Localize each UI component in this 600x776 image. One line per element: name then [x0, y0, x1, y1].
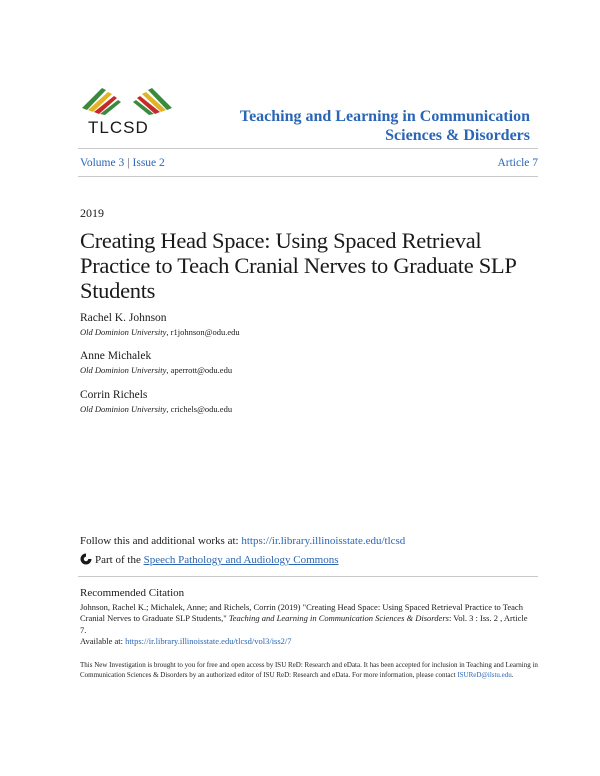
- footer-end: .: [511, 671, 514, 680]
- open-access-icon: [80, 553, 92, 565]
- follow-label: Follow this and additional works at:: [80, 535, 242, 547]
- author-name: Rachel K. Johnson: [80, 312, 167, 324]
- divider-citation: [78, 576, 538, 577]
- author-name: Anne Michalek: [80, 350, 152, 362]
- author-email: , r1johnson@odu.edu: [166, 327, 240, 337]
- journal-title-line1[interactable]: Teaching and Learning in Communication: [239, 108, 530, 125]
- author-affiliation: [80, 365, 232, 375]
- footer-notice: [80, 660, 540, 680]
- citation-volume: : Vol. 3 : Iss. 2 , Article 7.: [80, 613, 528, 635]
- citation-journal: Teaching and Learning in Communication Sciences & Disorders: [228, 613, 449, 624]
- citation-authors-title: Johnson, Rachel K.; Michalek, Anne; and Richels, Corrin (2019) "Creating Head Space: Using Spaced Retrieval Practice to Teach Cranial Nerves to Graduate SLP Students,": [80, 602, 523, 624]
- article-url-link[interactable]: https://ir.library.illinoisstate.edu/tlcsd/vol3/iss2/7: [125, 636, 292, 647]
- article-title: Creating Head Space: Using Spaced Retrieval Practice to Teach Cranial Nerves to Graduate SLP Students: [80, 228, 516, 303]
- footer-text: This New Investigation is brought to you for free and open access by ISU ReD: Research and eData. It has been accepted for inclusion in Teaching and Learning in Communication Sciences & Disorders by an authorized editor of ISU ReD: Research and eData. For more information, please contact: [80, 661, 538, 680]
- logo-wordmark: TLCSD: [88, 118, 149, 137]
- affiliation-name: Old Dominion University: [80, 327, 167, 337]
- journal-title[interactable]: [210, 107, 530, 145]
- part-of-line: [80, 553, 339, 566]
- journal-title-line2[interactable]: Sciences & Disorders: [385, 127, 530, 145]
- collection-url-link[interactable]: https://ir.library.illinoisstate.edu/tlcsd: [241, 535, 406, 547]
- affiliation-name: Old Dominion University: [80, 365, 167, 375]
- issue-link[interactable]: Issue 2: [132, 157, 165, 169]
- volume-separator: |: [127, 157, 130, 169]
- recommended-citation-heading: Recommended Citation: [80, 587, 185, 599]
- author-email: , aperrott@odu.edu: [166, 365, 233, 375]
- part-of-label: Part of the: [95, 554, 144, 566]
- divider-top: [78, 148, 538, 149]
- author-affiliation: [80, 327, 240, 337]
- volume-link[interactable]: Volume 3: [80, 157, 125, 169]
- available-label: Available at:: [80, 636, 126, 647]
- author-name: Corrin Richels: [80, 389, 148, 401]
- commons-link[interactable]: Speech Pathology and Audiology Commons: [143, 554, 339, 566]
- article-number-link[interactable]: Article 7: [497, 157, 538, 169]
- affiliation-name: Old Dominion University: [80, 404, 167, 414]
- publication-year: 2019: [80, 206, 104, 220]
- contact-email-link[interactable]: ISUReD@ilstu.edu: [457, 671, 512, 680]
- divider-second: [78, 176, 538, 177]
- volume-issue-line: [80, 157, 165, 169]
- follow-line: [80, 535, 405, 547]
- author-affiliation: [80, 404, 232, 414]
- citation-text: [80, 602, 535, 648]
- author-email: , crichels@odu.edu: [166, 404, 233, 414]
